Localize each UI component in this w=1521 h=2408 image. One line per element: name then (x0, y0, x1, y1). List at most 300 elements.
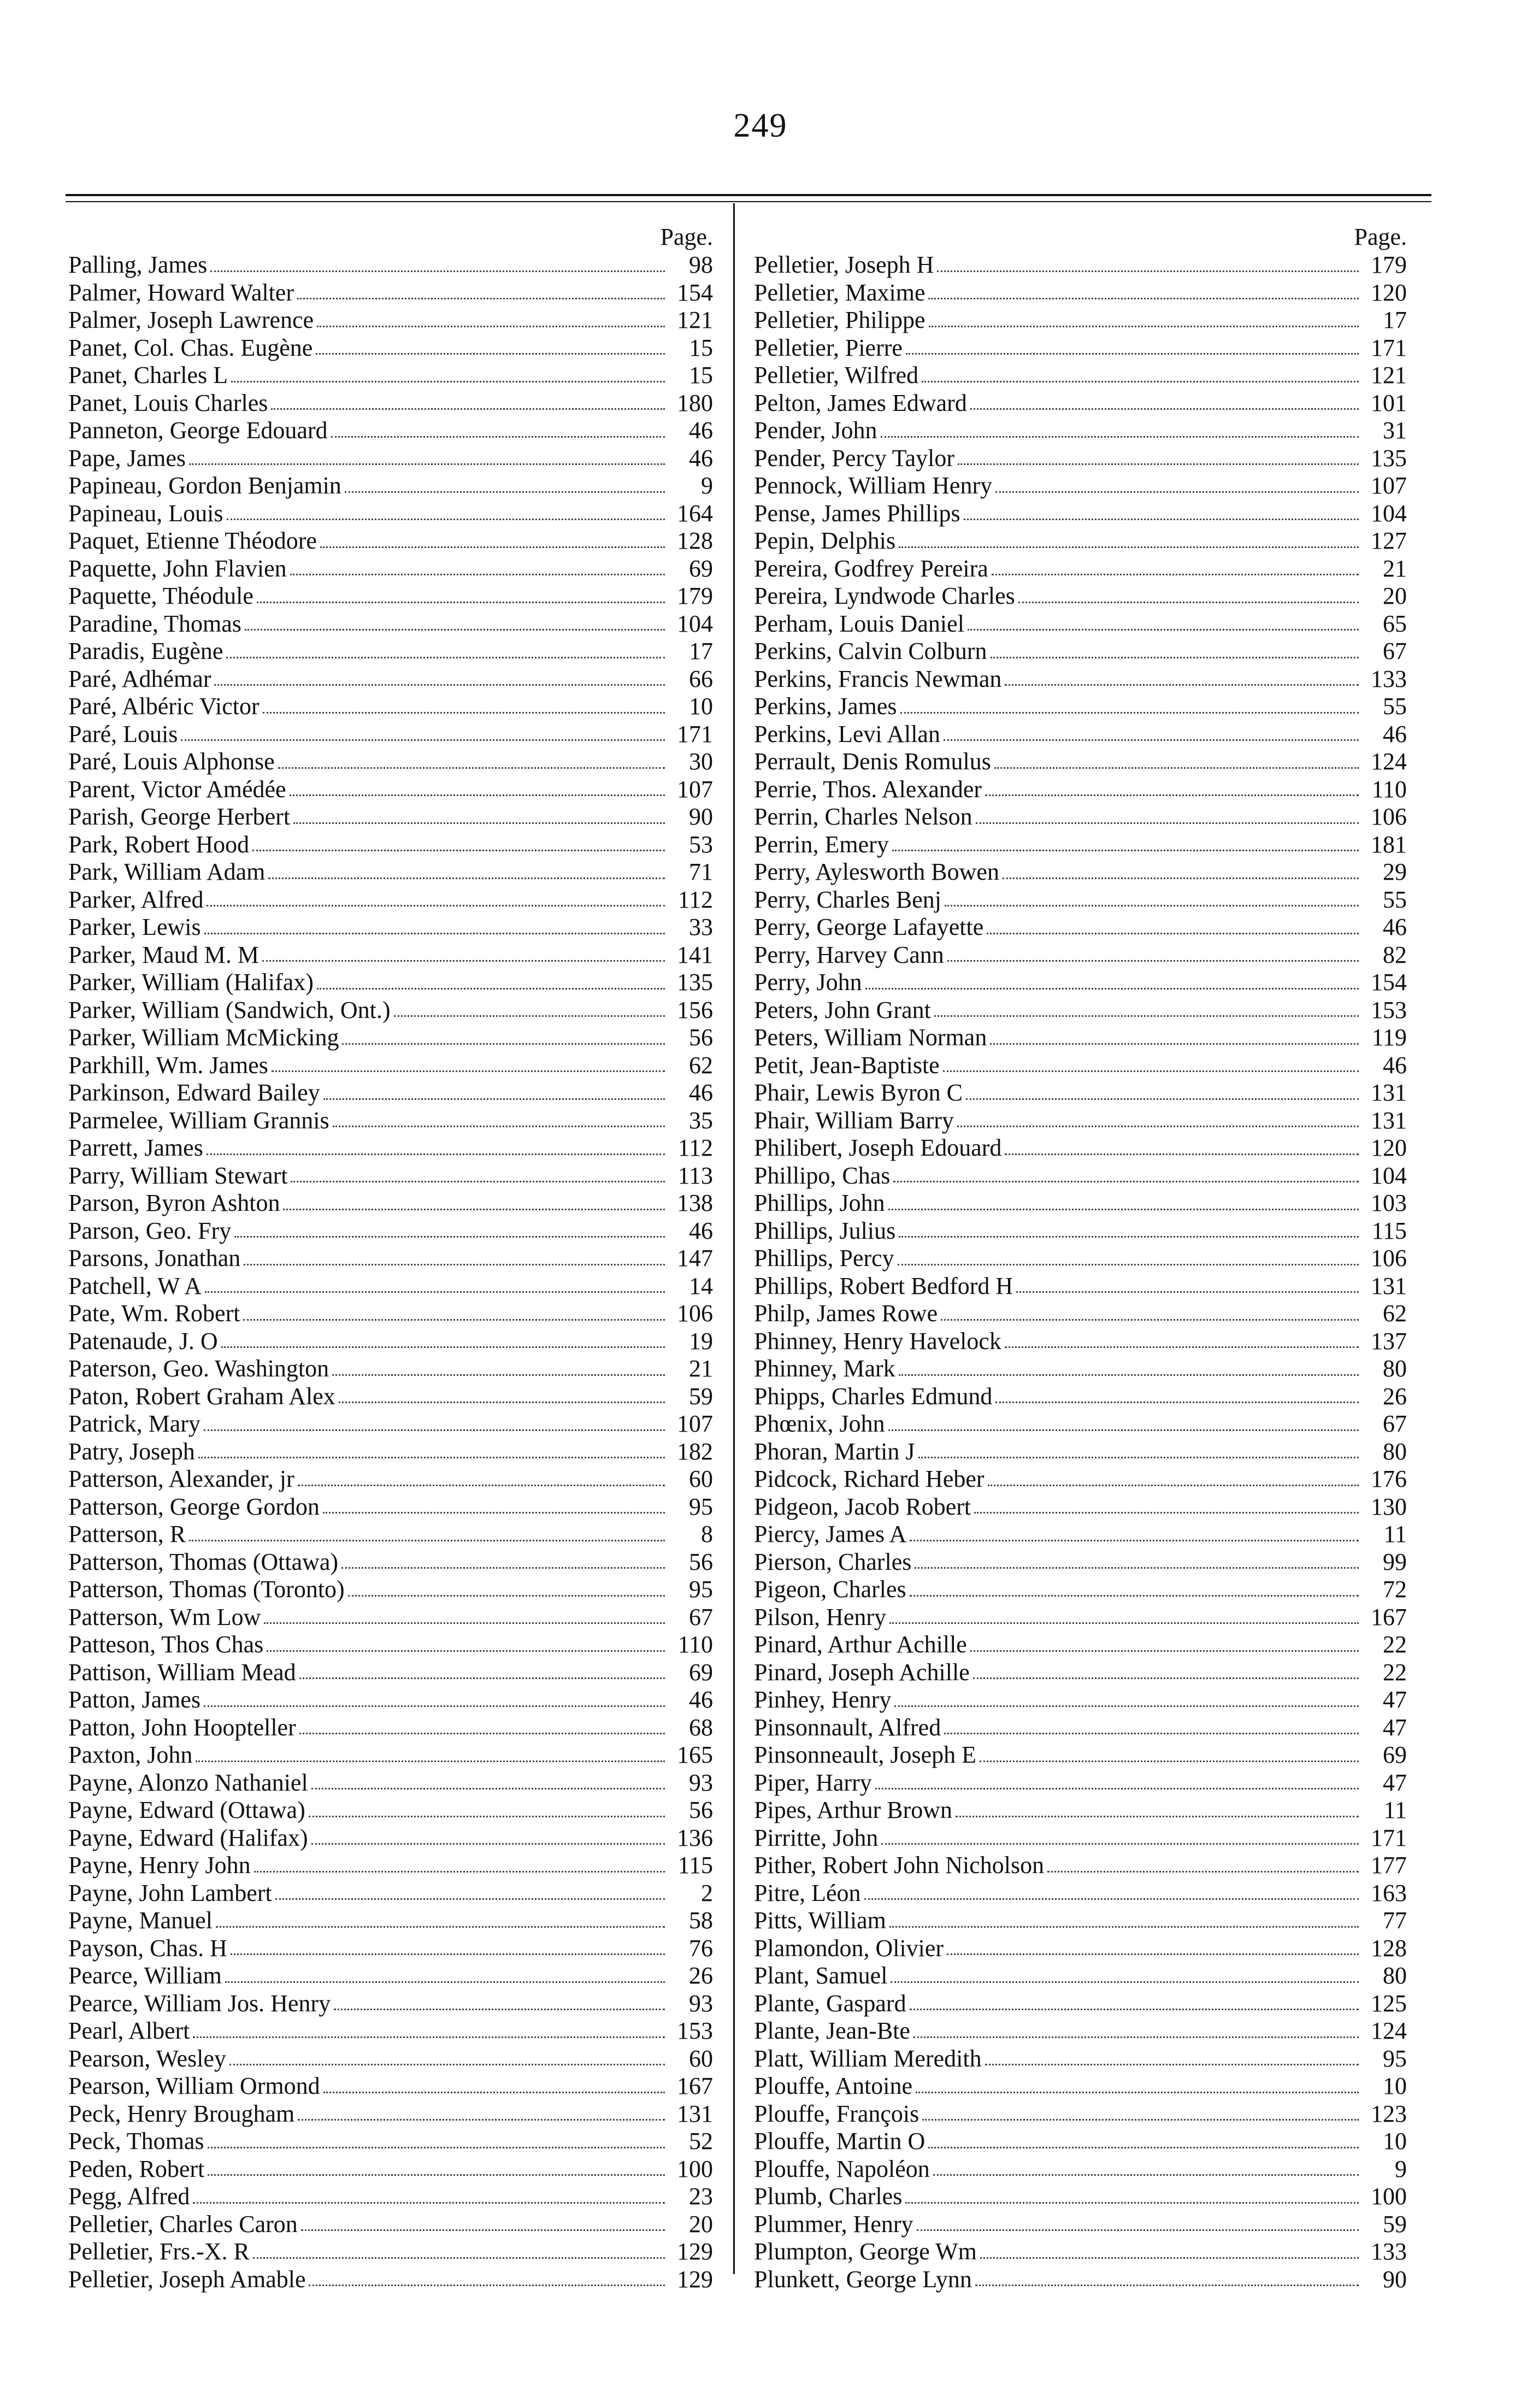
entry-name: Pipes, Arthur Brown (754, 1797, 952, 1823)
entry-name: Peck, Henry Brougham (68, 2100, 295, 2127)
entry-name: Pelletier, Maxime (754, 279, 925, 306)
entry-page-number: 59 (1383, 2210, 1407, 2238)
entry-name: Pearson, Wesley (68, 2045, 226, 2072)
entry-page-number: 71 (689, 858, 713, 885)
index-entry (68, 1438, 713, 1466)
entry-name: Perham, Louis Daniel (754, 610, 964, 637)
entry-page-number: 69 (689, 1658, 713, 1686)
entry-name: Pearson, William Ormond (68, 2073, 320, 2099)
dot-leader (928, 298, 1359, 299)
entry-name: Pattison, William Mead (68, 1658, 296, 1686)
dot-leader (189, 463, 665, 465)
index-entry (68, 1190, 713, 1217)
column-heading: Page. (1354, 223, 1407, 250)
index-entry (754, 1631, 1407, 1659)
entry-name: Parker, William (Sandwich, Ont.) (68, 996, 391, 1023)
dot-leader (943, 1070, 1359, 1072)
entry-name: Pape, James (68, 444, 186, 472)
dot-leader (898, 1264, 1359, 1265)
entry-name: Plumpton, George Wm (754, 2238, 977, 2265)
dot-leader (988, 1485, 1359, 1486)
index-entry (754, 1604, 1407, 1632)
dot-leader (227, 519, 665, 520)
entry-name: Parson, Byron Ashton (68, 1190, 280, 1216)
entry-name: Pinsonnault, Alfred (754, 1714, 941, 1741)
entry-page-number: 106 (1371, 803, 1407, 830)
entry-page-number: 163 (1371, 1879, 1407, 1906)
index-entry (68, 1990, 713, 2018)
entry-page-number: 125 (1371, 1989, 1407, 2017)
index-entry (754, 1190, 1407, 1217)
index-entry (754, 721, 1407, 749)
entry-page-number: 26 (1383, 1382, 1407, 1410)
index-entry (68, 1631, 713, 1659)
dot-leader (990, 1043, 1359, 1045)
dot-leader (193, 2202, 665, 2204)
dot-leader (899, 1374, 1359, 1376)
index-entry (68, 1935, 713, 1963)
entry-name: Patenaude, J. O (68, 1327, 218, 1355)
dot-leader (198, 1457, 665, 1458)
entry-name: Panneton, George Edouard (68, 417, 328, 444)
entry-name: Pelletier, Philippe (754, 307, 925, 333)
index-entry (754, 1962, 1407, 1990)
index-entry (754, 914, 1407, 941)
dot-leader (257, 602, 665, 603)
entry-page-number: 154 (1371, 969, 1407, 996)
entry-page-number: 46 (689, 1079, 713, 1106)
dot-leader (987, 933, 1359, 934)
dot-leader (976, 822, 1359, 824)
entry-name: Phillips, Julius (754, 1217, 896, 1244)
entry-name: Patry, Joseph (68, 1438, 195, 1465)
index-entry (754, 555, 1407, 583)
entry-name: Paré, Louis (68, 720, 178, 747)
dot-leader (944, 739, 1359, 741)
index-entry (68, 1576, 713, 1604)
entry-page-number: 10 (689, 693, 713, 720)
dot-leader (970, 1650, 1359, 1652)
entry-page-number: 110 (677, 1631, 713, 1658)
entry-page-number: 65 (1383, 610, 1407, 637)
column-heading: Page. (660, 223, 713, 250)
entry-page-number: 19 (689, 1327, 713, 1355)
index-entry (68, 1907, 713, 1935)
index-entry (68, 1521, 713, 1549)
entry-page-number: 20 (1383, 582, 1407, 609)
entry-name: Parker, Lewis (68, 914, 201, 940)
entry-name: Parkinson, Edward Bailey (68, 1079, 320, 1106)
entry-page-number: 141 (677, 941, 713, 968)
entry-page-number: 131 (1371, 1272, 1407, 1299)
dot-leader (1018, 602, 1359, 603)
dot-leader (1005, 1153, 1359, 1155)
dot-leader (922, 381, 1359, 382)
entry-name: Parry, William Stewart (68, 1162, 288, 1189)
entry-page-number: 56 (689, 1548, 713, 1575)
dot-leader (208, 2147, 665, 2148)
dot-leader (881, 436, 1359, 438)
index-entry (754, 251, 1407, 279)
entry-name: Paré, Louis Alphonse (68, 748, 275, 775)
entry-page-number: 59 (689, 1382, 713, 1410)
entry-page-number: 10 (1383, 2128, 1407, 2154)
entry-name: Peters, William Norman (754, 1024, 987, 1051)
index-entry (68, 2211, 713, 2239)
dot-leader (1016, 1291, 1359, 1293)
entry-name: Pelletier, Pierre (754, 334, 903, 361)
entry-name: Payne, John Lambert (68, 1879, 272, 1906)
index-entry (754, 445, 1407, 473)
index-entry (68, 2156, 713, 2183)
dot-leader (947, 960, 1359, 962)
index-entry (754, 2156, 1407, 2183)
entry-name: Papineau, Louis (68, 499, 223, 527)
entry-page-number: 21 (1383, 555, 1407, 582)
dot-leader (299, 1733, 665, 1734)
entry-page-number: 128 (1371, 1934, 1407, 1962)
entry-name: Pelletier, Joseph H (754, 251, 934, 278)
entry-name: Pereira, Godfrey Pereira (754, 555, 988, 582)
entry-page-number: 35 (689, 1106, 713, 1134)
index-entry (754, 390, 1407, 417)
entry-page-number: 107 (677, 775, 713, 803)
index-entry (68, 1107, 713, 1135)
entry-page-number: 55 (1383, 886, 1407, 913)
index-entry (68, 1880, 713, 1907)
entry-name: Panet, Charles L (68, 362, 228, 388)
dot-leader (205, 1291, 665, 1293)
entry-name: Phinney, Henry Havelock (754, 1327, 1001, 1355)
entry-name: Parkhill, Wm. James (68, 1051, 268, 1079)
entry-page-number: 60 (689, 1465, 713, 1492)
dot-leader (268, 878, 665, 879)
entry-page-number: 72 (1383, 1576, 1407, 1603)
entry-page-number: 69 (1383, 1741, 1407, 1768)
entry-name: Pinsonneault, Joseph E (754, 1741, 976, 1768)
dot-leader (973, 1677, 1359, 1679)
dot-leader (216, 1926, 665, 1928)
dot-leader (964, 519, 1359, 520)
index-entry (68, 1052, 713, 1080)
entry-page-number: 133 (1371, 2238, 1407, 2265)
entry-name: Pelletier, Frs.-X. R (68, 2238, 250, 2265)
index-entry (68, 1300, 713, 1328)
index-entry (68, 858, 713, 886)
entry-name: Paquette, Théodule (68, 582, 254, 609)
entry-name: Paré, Adhémar (68, 665, 211, 692)
entry-name: Panet, Louis Charles (68, 389, 268, 416)
dot-leader (341, 1567, 665, 1569)
entry-page-number: 56 (689, 1024, 713, 1051)
entry-name: Plante, Jean-Bte (754, 2017, 910, 2044)
index-entry (68, 1824, 713, 1852)
index-entry (754, 1300, 1407, 1328)
entry-page-number: 121 (1371, 362, 1407, 388)
index-entry (754, 2238, 1407, 2266)
index-entry (68, 2073, 713, 2100)
index-entry (68, 803, 713, 831)
entry-name: Pense, James Phillips (754, 499, 960, 527)
entry-page-number: 115 (677, 1852, 713, 1879)
index-entry (754, 1990, 1407, 2018)
header-rule-thin (66, 201, 1431, 202)
entry-name: Patteson, Thos Chas (68, 1631, 264, 1658)
index-entry (754, 2211, 1407, 2239)
entry-name: Piper, Harry (754, 1769, 872, 1796)
entry-page-number: 181 (1371, 831, 1407, 858)
entry-page-number: 67 (1383, 1410, 1407, 1437)
entry-page-number: 129 (677, 2265, 713, 2293)
dot-leader (899, 1236, 1359, 1238)
entry-page-number: 15 (689, 334, 713, 361)
index-entry (68, 251, 713, 279)
dot-leader (345, 491, 665, 493)
entry-page-number: 138 (677, 1190, 713, 1216)
entry-name: Pitre, Léon (754, 1879, 861, 1906)
index-entry (754, 1355, 1407, 1383)
dot-leader (272, 1070, 665, 1072)
dot-leader (243, 1319, 665, 1321)
entry-page-number: 53 (689, 831, 713, 858)
dot-leader (301, 2229, 665, 2231)
dot-leader (918, 1457, 1359, 1458)
entry-name: Perkins, Calvin Colburn (754, 638, 987, 664)
entry-page-number: 9 (1395, 2155, 1407, 2182)
entry-name: Perry, Charles Benj (754, 886, 941, 913)
entry-page-number: 47 (1383, 1686, 1407, 1713)
dot-leader (339, 1402, 665, 1403)
entry-page-number: 46 (689, 1686, 713, 1713)
entry-page-number: 179 (1371, 251, 1407, 278)
dot-leader (204, 1429, 665, 1431)
dot-leader (929, 326, 1359, 327)
entry-page-number: 9 (701, 472, 713, 499)
entry-page-number: 112 (677, 886, 713, 913)
entry-name: Pereira, Lyndwode Charles (754, 582, 1015, 609)
index-entry (754, 1521, 1407, 1549)
index-entry (754, 1714, 1407, 1742)
dot-leader (889, 1926, 1359, 1928)
index-entry (68, 527, 713, 555)
dot-leader (309, 1816, 665, 1817)
entry-page-number: 90 (689, 803, 713, 830)
entry-page-number: 95 (689, 1576, 713, 1603)
dot-leader (245, 629, 665, 631)
entry-name: Peters, John Grant (754, 996, 931, 1023)
index-entry (754, 1134, 1407, 1162)
entry-name: Payne, Edward (Ottawa) (68, 1797, 305, 1823)
index-entry (754, 693, 1407, 721)
entry-page-number: 82 (1383, 941, 1407, 968)
dot-leader (290, 794, 665, 796)
entry-name: Pinard, Joseph Achille (754, 1658, 970, 1686)
entry-name: Pidcock, Richard Heber (754, 1465, 984, 1492)
entry-page-number: 154 (677, 279, 713, 306)
index-entry (68, 831, 713, 859)
index-entry (68, 445, 713, 473)
entry-name: Paterson, Geo. Washington (68, 1355, 329, 1382)
entry-name: Paradis, Eugène (68, 638, 223, 664)
entry-name: Paquette, John Flavien (68, 555, 287, 582)
entry-page-number: 119 (1371, 1024, 1407, 1051)
index-entry (754, 1438, 1407, 1466)
entry-page-number: 110 (1371, 775, 1407, 803)
dot-leader (991, 657, 1359, 658)
entry-page-number: 106 (677, 1300, 713, 1327)
entry-page-number: 76 (689, 1934, 713, 1962)
entry-page-number: 103 (1371, 1190, 1407, 1216)
index-entry (754, 307, 1407, 334)
dot-leader (947, 1953, 1359, 1955)
dot-leader (1005, 1346, 1359, 1348)
dot-leader (1047, 1871, 1359, 1873)
index-entry (68, 1079, 713, 1107)
dot-leader (333, 1126, 665, 1127)
index-entry (68, 1797, 713, 1824)
index-entry (754, 2045, 1407, 2073)
entry-page-number: 14 (689, 1272, 713, 1299)
index-entry (754, 638, 1407, 666)
entry-page-number: 17 (1383, 307, 1407, 333)
index-entry (754, 1935, 1407, 1963)
dot-leader (985, 2064, 1359, 2065)
entry-name: Plunkett, George Lynn (754, 2265, 972, 2293)
index-entry (68, 1410, 713, 1438)
dot-leader (323, 1512, 665, 1514)
dot-leader (316, 353, 665, 355)
dot-leader (334, 2009, 665, 2010)
entry-name: Perkins, James (754, 693, 897, 720)
index-entry (754, 1052, 1407, 1080)
index-entry (68, 1604, 713, 1632)
entry-page-number: 26 (689, 1962, 713, 1989)
entry-page-number: 101 (1371, 389, 1407, 416)
entry-name: Pitts, William (754, 1907, 886, 1934)
entry-name: Payne, Manuel (68, 1907, 213, 1934)
index-entry (754, 1797, 1407, 1824)
dot-leader (1003, 878, 1359, 879)
dot-leader (974, 1512, 1359, 1514)
entry-name: Pearl, Albert (68, 2017, 190, 2044)
entry-page-number: 66 (689, 665, 713, 692)
dot-leader (311, 1788, 665, 1789)
index-entry (754, 2183, 1407, 2211)
index-entry (754, 1410, 1407, 1438)
index-entry (754, 1493, 1407, 1521)
dot-leader (320, 546, 665, 548)
index-entry (754, 527, 1407, 555)
index-entry (68, 1134, 713, 1162)
index-entry (68, 1769, 713, 1797)
dot-leader (933, 2174, 1359, 2176)
index-entry (754, 1465, 1407, 1493)
dot-leader (881, 1843, 1359, 1845)
dot-leader (893, 1181, 1359, 1182)
index-entry (68, 500, 713, 528)
entry-name: Peden, Robert (68, 2155, 205, 2182)
dot-leader (957, 1126, 1359, 1127)
entry-name: Panet, Col. Chas. Eugène (68, 334, 313, 361)
entry-page-number: 90 (1383, 2265, 1407, 2293)
dot-leader (196, 1761, 665, 1762)
entry-name: Phoran, Martin J (754, 1438, 915, 1465)
dot-leader (323, 1098, 665, 1100)
index-entry (754, 610, 1407, 638)
entry-name: Platt, William Meredith (754, 2045, 982, 2072)
entry-page-number: 23 (689, 2183, 713, 2210)
dot-leader (899, 546, 1359, 548)
entry-name: Pierson, Charles (754, 1548, 912, 1575)
entry-name: Parker, William (Halifax) (68, 969, 314, 996)
dot-leader (267, 1650, 665, 1652)
dot-leader (244, 1264, 665, 1265)
dot-leader (992, 574, 1359, 575)
dot-leader (892, 850, 1359, 851)
index-entry (754, 1245, 1407, 1273)
index-entry (754, 776, 1407, 804)
entry-name: Plouffe, Martin O (754, 2128, 925, 2154)
index-entry (754, 2017, 1407, 2045)
index-entry (68, 1273, 713, 1300)
entry-name: Phœnix, John (754, 1410, 885, 1437)
entry-name: Perrin, Emery (754, 831, 889, 858)
entry-name: Paton, Robert Graham Alex (68, 1382, 335, 1410)
entry-name: Payne, Edward (Halifax) (68, 1824, 308, 1851)
index-entry (754, 2073, 1407, 2100)
index-entry (754, 886, 1407, 914)
entry-page-number: 46 (689, 444, 713, 472)
entry-page-number: 153 (1371, 996, 1407, 1023)
entry-name: Payne, Henry John (68, 1852, 251, 1879)
entry-page-number: 47 (1383, 1769, 1407, 1796)
index-entry (68, 2183, 713, 2211)
dot-leader (317, 326, 665, 327)
entry-name: Phillips, Robert Bedford H (754, 1272, 1013, 1299)
entry-page-number: 131 (677, 2100, 713, 2127)
dot-leader (966, 1098, 1359, 1100)
index-entry (68, 1659, 713, 1687)
dot-leader (323, 2092, 665, 2093)
entry-name: Plant, Samuel (754, 1962, 888, 1989)
index-entry (754, 334, 1407, 362)
entry-name: Perry, John (754, 969, 862, 996)
entry-name: Peck, Thomas (68, 2128, 204, 2154)
entry-name: Palmer, Howard Walter (68, 279, 294, 306)
index-entry (68, 1493, 713, 1521)
entry-name: Perrin, Charles Nelson (754, 803, 972, 830)
entry-name: Perkins, Francis Newman (754, 665, 1002, 692)
index-entry (68, 2017, 713, 2045)
entry-name: Plouffe, François (754, 2100, 919, 2127)
entry-name: Pigeon, Charles (754, 1576, 906, 1603)
dot-leader (970, 408, 1359, 410)
entry-name: Parish, George Herbert (68, 803, 291, 830)
entry-page-number: 156 (677, 996, 713, 1023)
entry-page-number: 52 (689, 2128, 713, 2154)
entry-page-number: 98 (689, 251, 713, 278)
index-entry (754, 1079, 1407, 1107)
entry-name: Phinney, Mark (754, 1355, 895, 1382)
dot-leader (889, 1622, 1359, 1624)
entry-page-number: 107 (1371, 472, 1407, 499)
dot-leader (291, 1181, 665, 1182)
entry-page-number: 147 (677, 1245, 713, 1271)
dot-leader (299, 1677, 665, 1679)
index-entry (68, 1549, 713, 1576)
entry-name: Parent, Victor Amédée (68, 775, 286, 803)
index-entry (68, 1962, 713, 1990)
